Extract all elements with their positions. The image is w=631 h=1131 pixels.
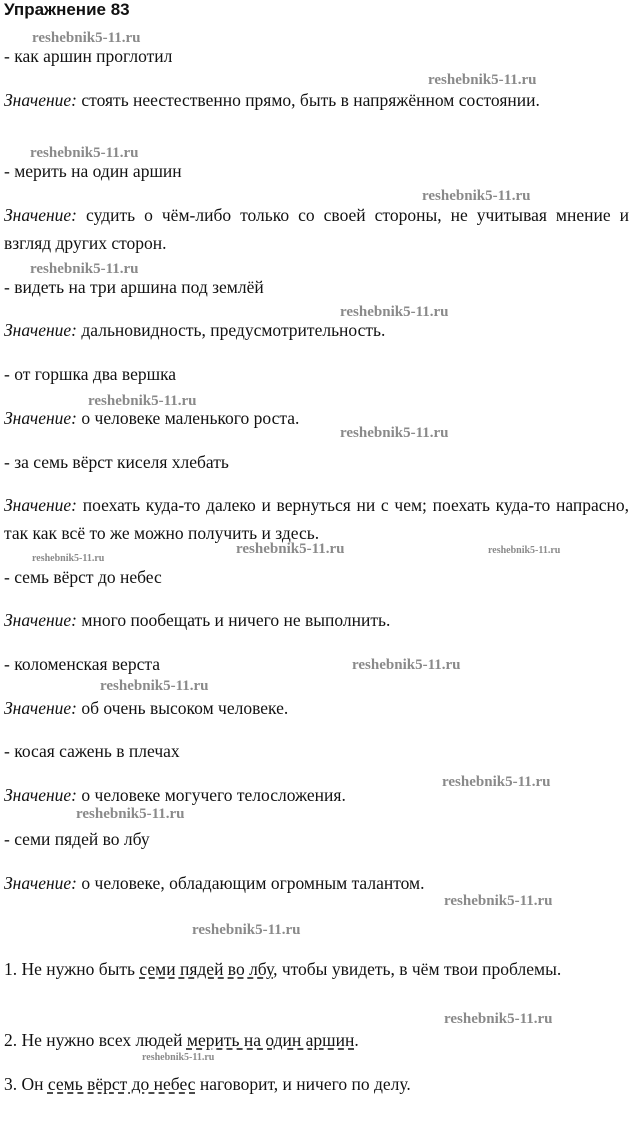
meaning-label: Значение: [4,698,78,718]
watermark: reshebnik5-11.ru [100,678,209,694]
idiom-meaning: Значение: о человеке могучего телосложения. [4,785,346,805]
idiom-meaning: Значение: дальновидность, предусмотрительность. [4,320,386,340]
idiom-meaning: Значение: стоять неестественно прямо, быть в напряжённом состоянии. [4,90,540,110]
meaning-label: Значение: [4,205,78,225]
example-sentence: 1. Не нужно быть семи пядей во лбу, чтобы увидеть, в чём твои проблемы. [4,959,562,979]
idiom-phrase: - от горшка два вершка [4,364,177,384]
example-sentence: 2. Не нужно всех людей мерить на один аршин. [4,1030,359,1050]
meaning-label: Значение: [4,610,78,630]
idiom-phrase: - семи пядей во лбу [4,829,150,849]
page-title: Упражнение 83 [4,0,130,19]
idiom-meaning: Значение: о человеке маленького роста. [4,408,300,428]
watermark: reshebnik5-11.ru [30,145,139,161]
idiom-phrase: - за семь вёрст киселя хлебать [4,452,229,472]
watermark: reshebnik5-11.ru [32,30,141,46]
idiom-phrase: - косая сажень в плечах [4,741,180,761]
watermark: reshebnik5-11.ru [340,304,449,320]
idiom-phrase: - коломенская верста [4,654,160,674]
watermark: reshebnik5-11.ru [444,1011,553,1027]
idiom-highlight: мерить на один аршин [186,1030,355,1050]
watermark: reshebnik5-11.ru [30,261,139,277]
meaning-label: Значение: [4,90,78,110]
watermark: reshebnik5-11.ru [488,545,561,556]
watermark: reshebnik5-11.ru [444,893,553,909]
watermark: reshebnik5-11.ru [442,774,551,790]
watermark: reshebnik5-11.ru [428,72,537,88]
watermark: reshebnik5-11.ru [142,1052,215,1063]
watermark: reshebnik5-11.ru [340,425,449,441]
idiom-phrase: - семь вёрст до небес [4,567,162,587]
idiom-phrase: - как аршин проглотил [4,46,173,66]
idiom-meaning: Значение: поехать куда-то далеко и вернуться ни с чем; поехать куда-то напрасно, так как всё то же можно получить и здесь. [4,495,629,543]
watermark: reshebnik5-11.ru [88,393,197,409]
idiom-highlight: семи пядей во лбу [139,959,274,979]
meaning-label: Значение: [4,785,78,805]
meaning-label: Значение: [4,495,78,515]
watermark: reshebnik5-11.ru [422,188,531,204]
meaning-label: Значение: [4,873,78,893]
watermark: reshebnik5-11.ru [32,553,105,564]
idiom-highlight: семь вёрст до небес [47,1074,196,1094]
idiom-meaning: Значение: о человеке, обладающим огромным талантом. [4,873,425,893]
idiom-phrase: - видеть на три аршина под землёй [4,277,264,297]
idiom-meaning: Значение: судить о чём-либо только со своей стороны, не учитывая мнение и взгляд других сторон. [4,205,630,253]
idiom-meaning: Значение: об очень высоком человеке. [4,698,289,718]
watermark: reshebnik5-11.ru [192,922,301,938]
watermark: reshebnik5-11.ru [352,657,461,673]
idiom-meaning: Значение: много пообещать и ничего не выполнить. [4,610,391,630]
watermark: reshebnik5-11.ru [76,806,185,822]
meaning-label: Значение: [4,320,78,340]
watermark: reshebnik5-11.ru [236,541,345,557]
meaning-label: Значение: [4,408,78,428]
idiom-phrase: - мерить на один аршин [4,161,182,181]
example-sentence: 3. Он семь вёрст до небес наговорит, и ничего по делу. [4,1074,411,1094]
